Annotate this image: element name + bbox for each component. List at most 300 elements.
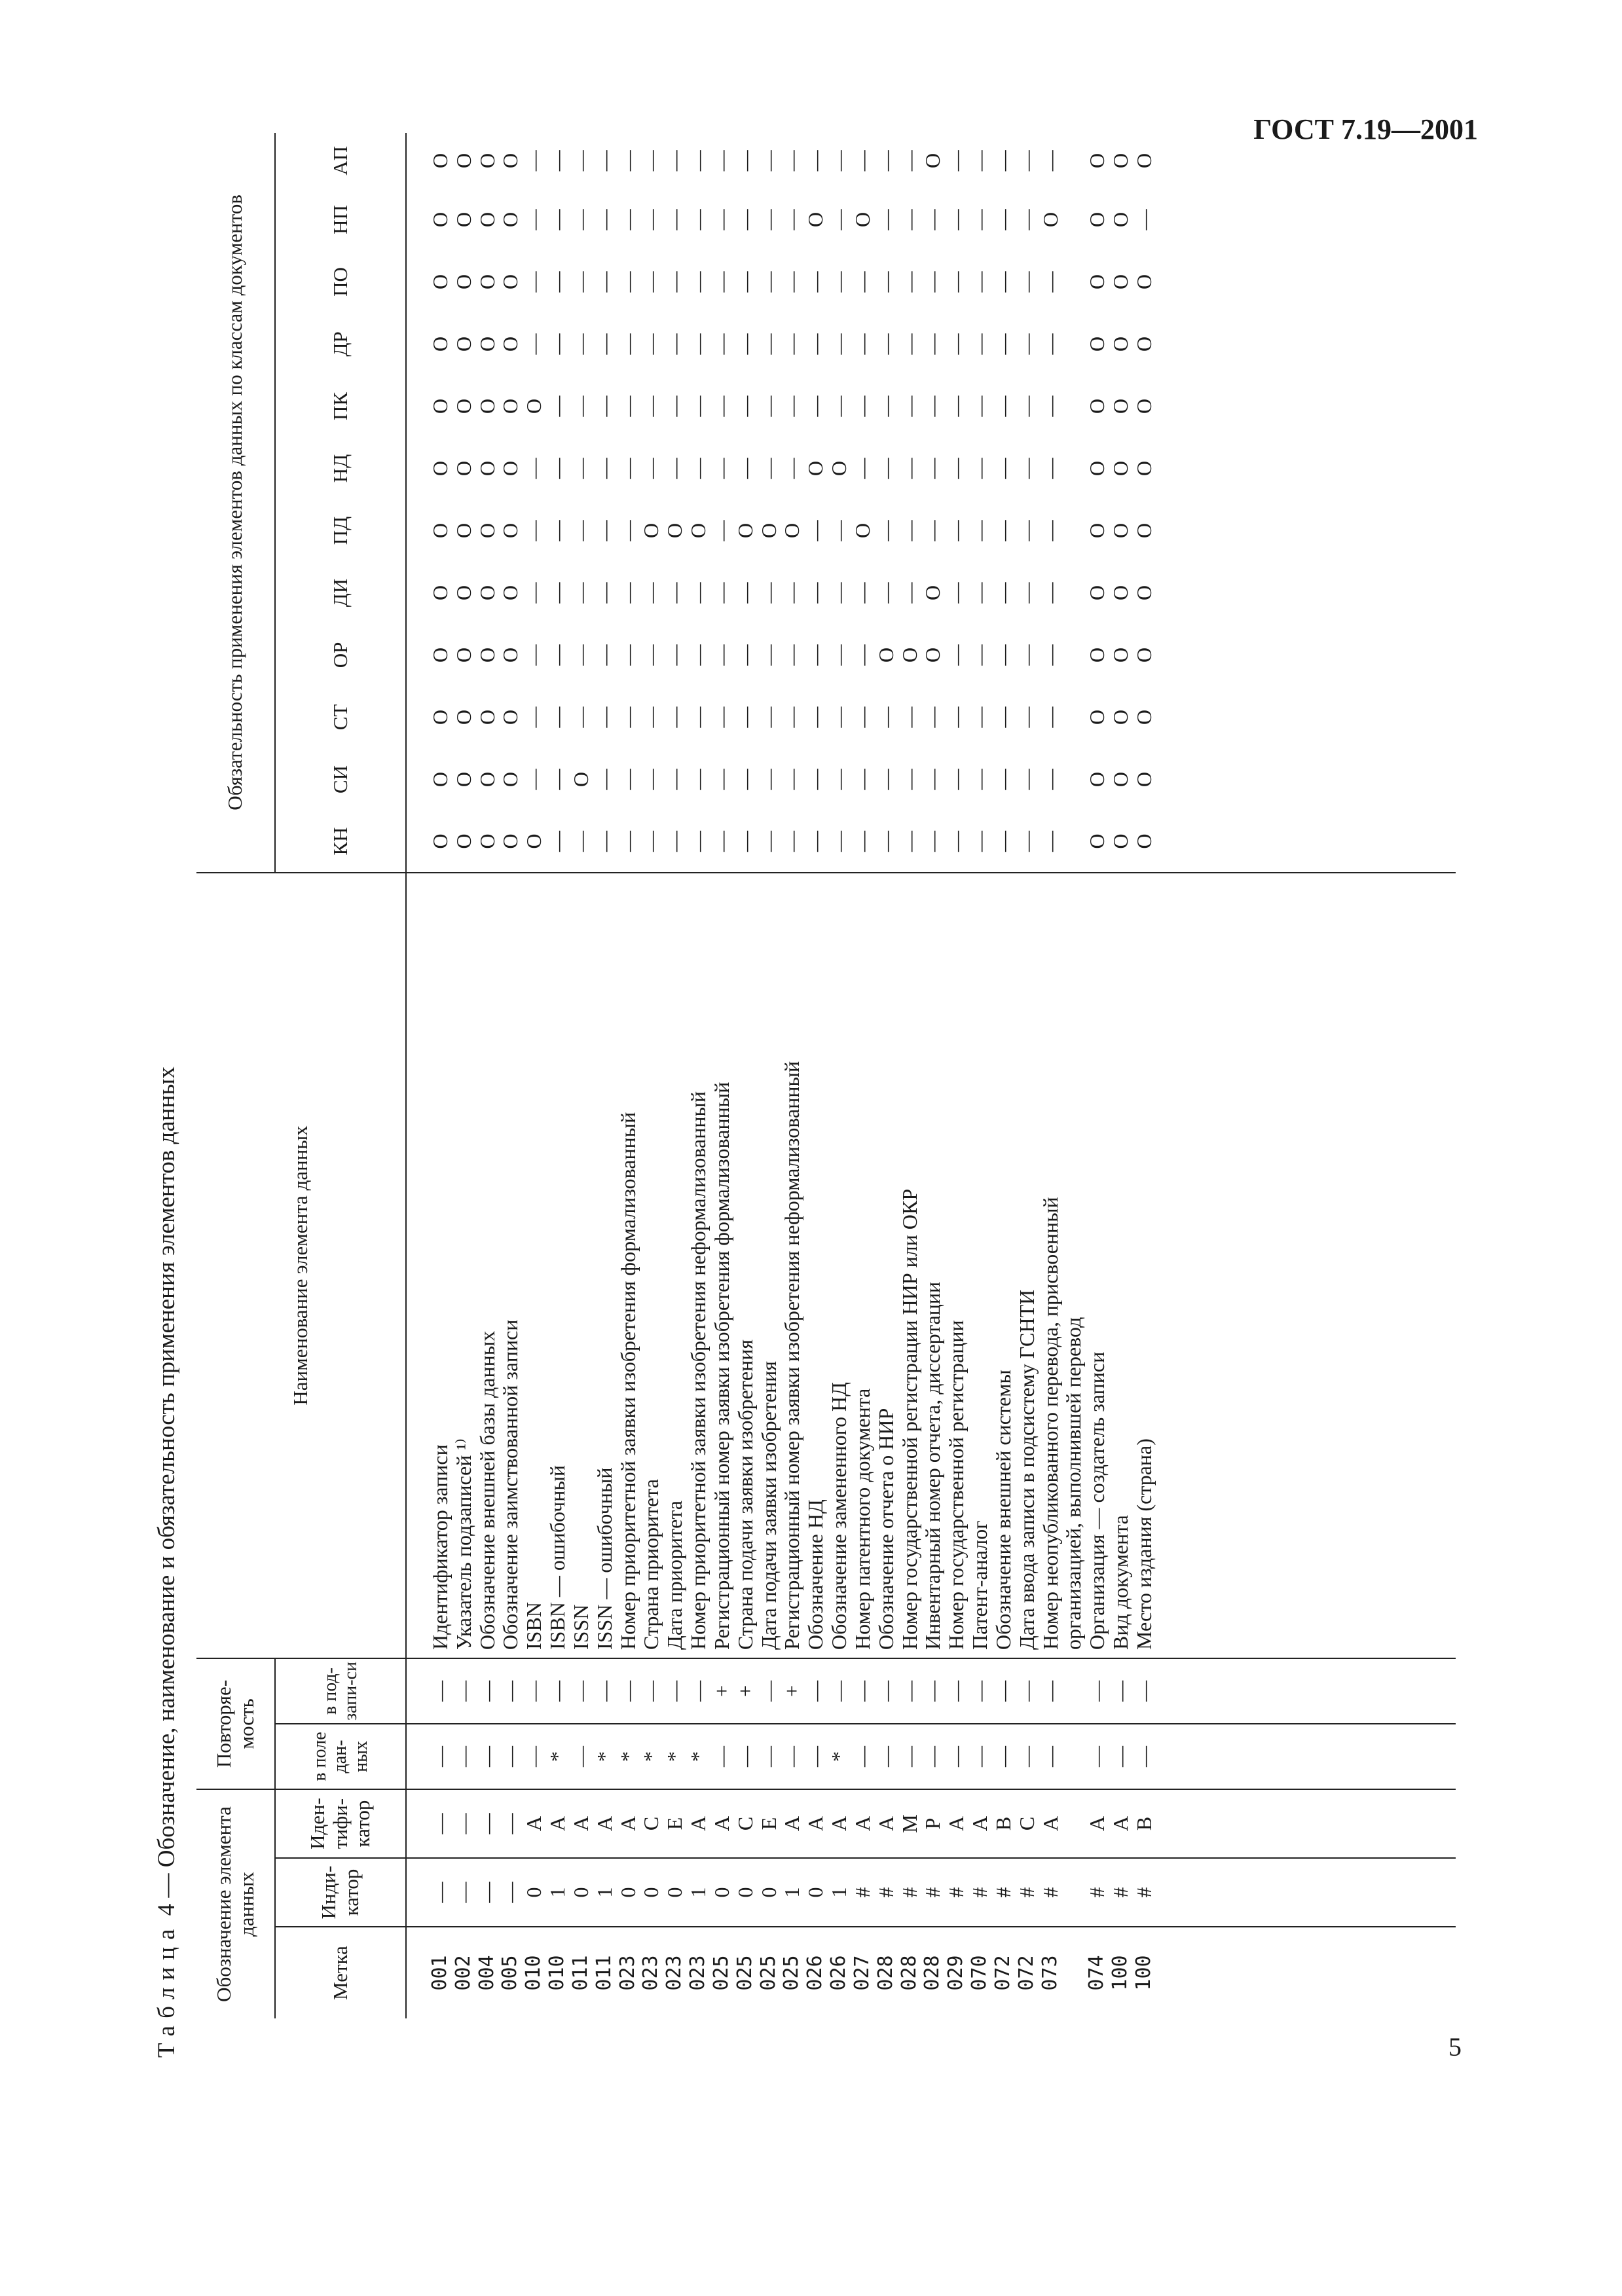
mandatory-cell-5: O xyxy=(780,522,804,539)
table-row xyxy=(734,133,758,2018)
mandatory-cell-1: — xyxy=(522,769,546,790)
mandatory-cell-10: — xyxy=(639,209,663,230)
indicator-cell: 0 xyxy=(617,1858,640,1927)
mandatory-cell-4: — xyxy=(968,582,992,604)
table-row xyxy=(1062,133,1086,2018)
identifier-cell: A xyxy=(828,1789,851,1858)
indicator-cell: 1 xyxy=(593,1858,617,1927)
table-row xyxy=(1039,133,1063,2018)
mandatory-cell-7: — xyxy=(780,395,804,417)
indicator-cell: 0 xyxy=(663,1858,687,1927)
mandatory-cell-2: — xyxy=(709,706,733,728)
mandatory-cell-6: O xyxy=(803,460,828,477)
header-mandatory-group: Обязательность применения элементов данных по классам документов xyxy=(196,133,275,873)
table-row xyxy=(1133,133,1156,2018)
identifier-cell xyxy=(1062,1789,1086,1858)
identifier-cell: A xyxy=(593,1789,617,1858)
mandatory-cell-2: — xyxy=(639,706,663,728)
repeat-field-cell: * xyxy=(640,1724,663,1789)
mandatory-cell-9: — xyxy=(709,271,733,293)
mandatory-cell-3: — xyxy=(850,644,874,666)
mandatory-cell-11: — xyxy=(944,150,968,172)
identifier-cell: A xyxy=(1109,1789,1133,1858)
filler-cell xyxy=(1156,1724,1456,1789)
mandatory-cell-7: O xyxy=(498,398,523,414)
mandatory-cell-11: — xyxy=(663,150,687,172)
mandatory-cell-11: O xyxy=(428,153,452,168)
repeat-field-cell: — xyxy=(1086,1724,1109,1789)
mandatory-cell-1: — xyxy=(616,769,640,790)
table-row xyxy=(710,133,734,2018)
mandatory-cell-2: O xyxy=(428,709,452,725)
mandatory-cell-5: — xyxy=(803,520,828,541)
filler-cell xyxy=(1156,624,1456,686)
mandatory-cell-3: — xyxy=(968,644,992,666)
table-row xyxy=(663,133,687,2018)
mandatory-cell-1: O xyxy=(568,771,593,788)
label-cell: 100 xyxy=(1109,1955,1132,1991)
mandatory-cell-7: — xyxy=(874,395,898,417)
mandatory-cell-6: — xyxy=(733,458,757,479)
mandatory-cell-7: — xyxy=(592,395,616,417)
label-cell: 011 xyxy=(592,1955,616,1991)
mandatory-cell-0 xyxy=(1062,811,1086,873)
mandatory-cell-0: — xyxy=(617,811,640,873)
repeat-field-cell: * xyxy=(663,1724,687,1789)
mandatory-cell-0: — xyxy=(875,811,898,873)
table-row xyxy=(617,133,640,2018)
mandatory-cell-11: — xyxy=(991,150,1015,172)
mandatory-cell-11: — xyxy=(827,150,851,172)
identifier-cell: B xyxy=(1133,1789,1156,1858)
mandatory-cell-3: O xyxy=(1132,647,1156,663)
element-name-cell: Номер приоритетной заявки изобретения неформализованный xyxy=(687,873,710,1658)
indicator-cell: 0 xyxy=(640,1858,663,1927)
mandatory-cell-0: — xyxy=(570,811,593,873)
mandatory-cell-4: — xyxy=(1014,582,1039,604)
filler-cell xyxy=(1156,375,1456,437)
filler-cell xyxy=(1156,811,1456,873)
mandatory-cell-6: — xyxy=(756,458,781,479)
table-row xyxy=(1109,133,1133,2018)
table-row xyxy=(499,133,523,2018)
mandatory-cell-9: — xyxy=(944,271,968,293)
repeat-subrecord-cell: — xyxy=(921,1658,945,1724)
mandatory-cell-4: — xyxy=(850,582,874,604)
element-name-cell: Дата приоритета xyxy=(663,873,687,1658)
mandatory-cell-0: O xyxy=(452,811,476,873)
mandatory-cell-9: — xyxy=(921,271,945,293)
mandatory-cell-4: — xyxy=(663,582,687,604)
mandatory-cell-0: O xyxy=(499,811,523,873)
label-cell: 025 xyxy=(780,1955,803,1991)
label-cell: 025 xyxy=(733,1955,756,1991)
mandatory-cell-1: — xyxy=(1014,769,1039,790)
mandatory-cell-3: O xyxy=(1085,647,1109,663)
table-row xyxy=(406,133,452,2018)
mandatory-cell-0: — xyxy=(663,811,687,873)
element-name-cell: Обозначение замененного НД xyxy=(828,873,851,1658)
mandatory-cell-2: — xyxy=(592,706,616,728)
indicator-cell: # xyxy=(1016,1858,1039,1927)
mandatory-cell-10: O xyxy=(475,211,499,228)
mandatory-cell-5: O xyxy=(639,522,663,539)
repeat-field-cell: — xyxy=(570,1724,593,1789)
mandatory-cell-4: — xyxy=(709,582,733,604)
mandatory-cell-3: O xyxy=(1109,647,1133,663)
mandatory-cell-3: O xyxy=(874,647,898,663)
repeat-subrecord-cell: + xyxy=(781,1658,804,1724)
indicator-cell: # xyxy=(1133,1858,1156,1927)
repeat-field-cell: * xyxy=(617,1724,640,1789)
indicator-cell: 1 xyxy=(687,1858,710,1927)
mandatory-cell-11: — xyxy=(686,150,710,172)
table-row xyxy=(828,133,851,2018)
mandatory-cell-9: — xyxy=(803,271,828,293)
mandatory-cell-3: — xyxy=(944,644,968,666)
mandatory-cell-2: — xyxy=(803,706,828,728)
mandatory-cell-5: O xyxy=(451,522,475,539)
identifier-cell: A xyxy=(710,1789,734,1858)
mandatory-cell-2: O xyxy=(1132,709,1156,725)
filler-cell xyxy=(1156,562,1456,624)
mandatory-cell-2: — xyxy=(568,706,593,728)
repeat-field-cell: — xyxy=(734,1724,758,1789)
mandatory-cell-5: O xyxy=(663,522,687,539)
mandatory-cell-6: O xyxy=(1132,460,1156,477)
filler-cell xyxy=(1156,500,1456,562)
element-name-cell: ISBN — ошибочный xyxy=(546,873,570,1658)
mandatory-cell-6: O xyxy=(428,460,452,477)
mandatory-cell-8: — xyxy=(616,333,640,355)
data-elements-table xyxy=(196,133,1456,2018)
mandatory-cell-5 xyxy=(1062,500,1086,562)
element-name-cell: ISSN xyxy=(570,873,593,1658)
mandatory-cell-6: O xyxy=(1109,460,1133,477)
mandatory-cell-11: O xyxy=(1109,153,1133,168)
mandatory-cell-8: — xyxy=(921,333,945,355)
mandatory-cell-10: — xyxy=(592,209,616,230)
element-name-cell: Номер приоритетной заявки изобретения формализованный xyxy=(617,873,640,1658)
repeat-field-cell: — xyxy=(898,1724,922,1789)
table-row xyxy=(1086,133,1109,2018)
indicator-cell: 0 xyxy=(523,1858,546,1927)
mandatory-cell-11: — xyxy=(522,150,546,172)
identifier-cell: — xyxy=(499,1789,523,1858)
mandatory-cell-3: O xyxy=(428,647,452,663)
mandatory-cell-8: — xyxy=(780,333,804,355)
mandatory-cell-7: — xyxy=(545,395,570,417)
mandatory-cell-11: O xyxy=(498,153,523,168)
header-identifier: Иден-тифи-катор xyxy=(275,1789,406,1858)
mandatory-cell-0: O xyxy=(1109,811,1133,873)
indicator-cell: # xyxy=(851,1858,875,1927)
mandatory-cell-11: — xyxy=(850,150,874,172)
label-cell: 028 xyxy=(897,1955,921,1991)
mandatory-cell-8: O xyxy=(428,336,452,352)
mandatory-cell-4: — xyxy=(1038,582,1062,604)
mandatory-cell-5: — xyxy=(944,520,968,541)
identifier-cell: E xyxy=(758,1789,781,1858)
mandatory-cell-10: — xyxy=(733,209,757,230)
mandatory-cell-4: — xyxy=(944,582,968,604)
repeat-field-cell: — xyxy=(452,1724,476,1789)
mandatory-cell-10: — xyxy=(568,209,593,230)
mandatory-cell-10: O xyxy=(428,211,452,228)
label-cell: 004 xyxy=(475,1955,498,1991)
mandatory-cell-10: O xyxy=(451,211,475,228)
repeat-field-cell: — xyxy=(781,1724,804,1789)
element-name-cell: Номер неопубликованного перевода, присвоенный xyxy=(1039,873,1063,1658)
mandatory-cell-9 xyxy=(1062,251,1086,313)
mandatory-cell-4: — xyxy=(874,582,898,604)
label-cell: 070 xyxy=(968,1955,991,1991)
repeat-field-cell: — xyxy=(992,1724,1016,1789)
filler-cell xyxy=(1156,437,1456,500)
mandatory-cell-0: — xyxy=(968,811,992,873)
repeat-subrecord-cell: — xyxy=(992,1658,1016,1724)
mandatory-cell-6: O xyxy=(1085,460,1109,477)
header-repeatability-group: Повторяе-мость xyxy=(196,1658,275,1789)
mandatory-cell-7: O xyxy=(451,398,475,414)
indicator-cell: # xyxy=(1039,1858,1063,1927)
label-cell: 026 xyxy=(803,1955,827,1991)
mandatory-cell-7: — xyxy=(639,395,663,417)
mandatory-cell-10: — xyxy=(921,209,945,230)
mandatory-cell-1: — xyxy=(921,769,945,790)
mandatory-cell-0: — xyxy=(1016,811,1039,873)
mandatory-cell-5: — xyxy=(522,520,546,541)
mandatory-cell-1: O xyxy=(475,771,499,788)
repeat-field-cell: — xyxy=(1133,1724,1156,1789)
mandatory-cell-4: O xyxy=(1109,585,1133,601)
element-name-cell: Обозначение отчета о НИР xyxy=(875,873,898,1658)
mandatory-cell-4: — xyxy=(545,582,570,604)
standard-number: ГОСТ 7.19—2001 xyxy=(1253,113,1478,145)
identifier-cell: — xyxy=(452,1789,476,1858)
mandatory-cell-9: O xyxy=(498,274,523,290)
repeat-subrecord-cell: — xyxy=(523,1658,546,1724)
repeat-subrecord-cell: — xyxy=(1016,1658,1039,1724)
header-indicator: Инди-катор xyxy=(275,1858,406,1927)
repeat-subrecord-cell: — xyxy=(1109,1658,1133,1724)
mandatory-cell-5: O xyxy=(756,522,781,539)
mandatory-cell-9: — xyxy=(616,271,640,293)
table-caption-text: 4 — Обозначение, наименование и обязательность применения элементов данных xyxy=(153,1066,180,1922)
repeat-subrecord-cell: — xyxy=(617,1658,640,1724)
mandatory-cell-0: O xyxy=(406,811,452,873)
header-class-di: ДИ xyxy=(275,562,406,624)
mandatory-cell-4 xyxy=(1062,562,1086,624)
mandatory-cell-3: O xyxy=(897,647,921,663)
mandatory-cell-8: — xyxy=(733,333,757,355)
label-cell: 011 xyxy=(568,1955,592,1991)
mandatory-cell-5: — xyxy=(709,520,733,541)
mandatory-cell-1: — xyxy=(639,769,663,790)
mandatory-cell-0: — xyxy=(945,811,968,873)
mandatory-cell-7: O xyxy=(522,398,546,414)
mandatory-cell-9: — xyxy=(897,271,921,293)
mandatory-cell-1: — xyxy=(1038,769,1062,790)
indicator-cell: # xyxy=(992,1858,1016,1927)
mandatory-cell-10: — xyxy=(522,209,546,230)
repeat-subrecord-cell: — xyxy=(1133,1658,1156,1724)
element-name-cell: Указатель подзаписей ¹⁾ xyxy=(452,873,476,1658)
header-class-st: СТ xyxy=(275,686,406,748)
element-name-cell: Инвентарный номер отчета, диссертации xyxy=(921,873,945,1658)
identifier-cell: — xyxy=(476,1789,500,1858)
mandatory-cell-6: — xyxy=(663,458,687,479)
mandatory-cell-1: — xyxy=(592,769,616,790)
table-filler-row xyxy=(1156,133,1456,2018)
mandatory-cell-1: — xyxy=(968,769,992,790)
mandatory-cell-2: — xyxy=(522,706,546,728)
mandatory-cell-7: — xyxy=(944,395,968,417)
repeat-field-cell: — xyxy=(523,1724,546,1789)
mandatory-cell-11: — xyxy=(709,150,733,172)
mandatory-cell-2: O xyxy=(1109,709,1133,725)
element-name-cell: Регистрационный номер заявки изобретения формализованный xyxy=(710,873,734,1658)
mandatory-cell-8: — xyxy=(592,333,616,355)
mandatory-cell-10: — xyxy=(897,209,921,230)
mandatory-cell-2: — xyxy=(616,706,640,728)
mandatory-cell-3: O xyxy=(451,647,475,663)
mandatory-cell-9: — xyxy=(874,271,898,293)
mandatory-cell-9: O xyxy=(1132,274,1156,290)
repeat-field-cell: * xyxy=(828,1724,851,1789)
element-name-cell: Обозначение внешней базы данных xyxy=(476,873,500,1658)
mandatory-cell-1: — xyxy=(733,769,757,790)
mandatory-cell-1: — xyxy=(850,769,874,790)
table-row xyxy=(640,133,663,2018)
indicator-cell: 0 xyxy=(734,1858,758,1927)
mandatory-cell-10: — xyxy=(944,209,968,230)
mandatory-cell-4: — xyxy=(616,582,640,604)
indicator-cell: 0 xyxy=(804,1858,828,1927)
mandatory-cell-10: O xyxy=(803,211,828,228)
mandatory-cell-10: — xyxy=(756,209,781,230)
element-name-cell: Идентификатор записи xyxy=(406,873,452,1658)
repeat-field-cell: — xyxy=(499,1724,523,1789)
mandatory-cell-0: — xyxy=(546,811,570,873)
table-row xyxy=(781,133,804,2018)
mandatory-cell-8: — xyxy=(663,333,687,355)
mandatory-cell-4: — xyxy=(568,582,593,604)
mandatory-cell-11: O xyxy=(475,153,499,168)
header-class-kn: КН xyxy=(275,811,406,873)
header-class-nd: НД xyxy=(275,437,406,500)
mandatory-cell-0: — xyxy=(687,811,710,873)
indicator-cell: # xyxy=(921,1858,945,1927)
mandatory-cell-1 xyxy=(1062,748,1086,811)
element-name-cell: Страна подачи заявки изобретения xyxy=(734,873,758,1658)
mandatory-cell-1: O xyxy=(498,771,523,788)
mandatory-cell-0: — xyxy=(921,811,945,873)
mandatory-cell-5: — xyxy=(1038,520,1062,541)
label-cell: 074 xyxy=(1085,1955,1109,1991)
mandatory-cell-9: — xyxy=(733,271,757,293)
mandatory-cell-7: O xyxy=(1132,398,1156,414)
mandatory-cell-4: O xyxy=(1132,585,1156,601)
mandatory-cell-9: — xyxy=(850,271,874,293)
mandatory-cell-10: — xyxy=(616,209,640,230)
mandatory-cell-5: — xyxy=(592,520,616,541)
table-row xyxy=(452,133,476,2018)
mandatory-cell-6: — xyxy=(616,458,640,479)
mandatory-cell-1: O xyxy=(451,771,475,788)
table-caption xyxy=(153,1066,181,2058)
mandatory-cell-11 xyxy=(1062,133,1086,189)
label-cell: 027 xyxy=(850,1955,874,1991)
repeat-subrecord-cell: — xyxy=(851,1658,875,1724)
mandatory-cell-0: O xyxy=(523,811,546,873)
header-class-pd: ПД xyxy=(275,500,406,562)
mandatory-cell-9: — xyxy=(1038,271,1062,293)
element-name-cell: Организация — создатель записи xyxy=(1086,873,1109,1658)
mandatory-cell-11: O xyxy=(451,153,475,168)
mandatory-cell-0: — xyxy=(992,811,1016,873)
mandatory-cell-11: — xyxy=(733,150,757,172)
table-row xyxy=(593,133,617,2018)
mandatory-cell-10: — xyxy=(780,209,804,230)
mandatory-cell-3: — xyxy=(733,644,757,666)
mandatory-cell-1: — xyxy=(780,769,804,790)
filler-cell xyxy=(1156,313,1456,375)
header-class-ap: АП xyxy=(275,133,406,189)
mandatory-cell-6: O xyxy=(498,460,523,477)
mandatory-cell-6: — xyxy=(639,458,663,479)
label-cell: 005 xyxy=(498,1955,522,1991)
mandatory-cell-1: O xyxy=(1132,771,1156,788)
repeat-subrecord-cell xyxy=(1062,1658,1086,1724)
mandatory-cell-8: — xyxy=(968,333,992,355)
repeat-subrecord-cell: — xyxy=(546,1658,570,1724)
mandatory-cell-3: — xyxy=(991,644,1015,666)
mandatory-cell-7: — xyxy=(1014,395,1039,417)
mandatory-cell-8: — xyxy=(756,333,781,355)
mandatory-cell-2: — xyxy=(756,706,781,728)
mandatory-cell-6: — xyxy=(944,458,968,479)
mandatory-cell-4: — xyxy=(686,582,710,604)
mandatory-cell-8: — xyxy=(1014,333,1039,355)
table-row xyxy=(875,133,898,2018)
mandatory-cell-6: — xyxy=(545,458,570,479)
mandatory-cell-6: O xyxy=(475,460,499,477)
mandatory-cell-7: — xyxy=(733,395,757,417)
indicator-cell: # xyxy=(945,1858,968,1927)
indicator-cell: # xyxy=(875,1858,898,1927)
indicator-cell: 0 xyxy=(758,1858,781,1927)
identifier-cell: A xyxy=(570,1789,593,1858)
mandatory-cell-10: — xyxy=(874,209,898,230)
mandatory-cell-4: O xyxy=(428,585,452,601)
element-name-cell: Обозначение заимствованной записи xyxy=(499,873,523,1658)
mandatory-cell-9: — xyxy=(522,271,546,293)
element-name-cell: Регистрационный номер заявки изобретения неформализованный xyxy=(781,873,804,1658)
element-name-cell: Обозначение НД xyxy=(804,873,828,1658)
repeat-subrecord-cell: — xyxy=(687,1658,710,1724)
label-cell: 026 xyxy=(827,1955,851,1991)
mandatory-cell-5: O xyxy=(475,522,499,539)
table-row xyxy=(758,133,781,2018)
mandatory-cell-8: — xyxy=(1038,333,1062,355)
element-name-cell: Дата подачи заявки изобретения xyxy=(758,873,781,1658)
identifier-cell: A xyxy=(968,1789,992,1858)
indicator-cell: 1 xyxy=(546,1858,570,1927)
label-cell: 100 xyxy=(1132,1955,1155,1991)
mandatory-cell-1: O xyxy=(1109,771,1133,788)
filler-cell xyxy=(1156,1858,1456,1927)
